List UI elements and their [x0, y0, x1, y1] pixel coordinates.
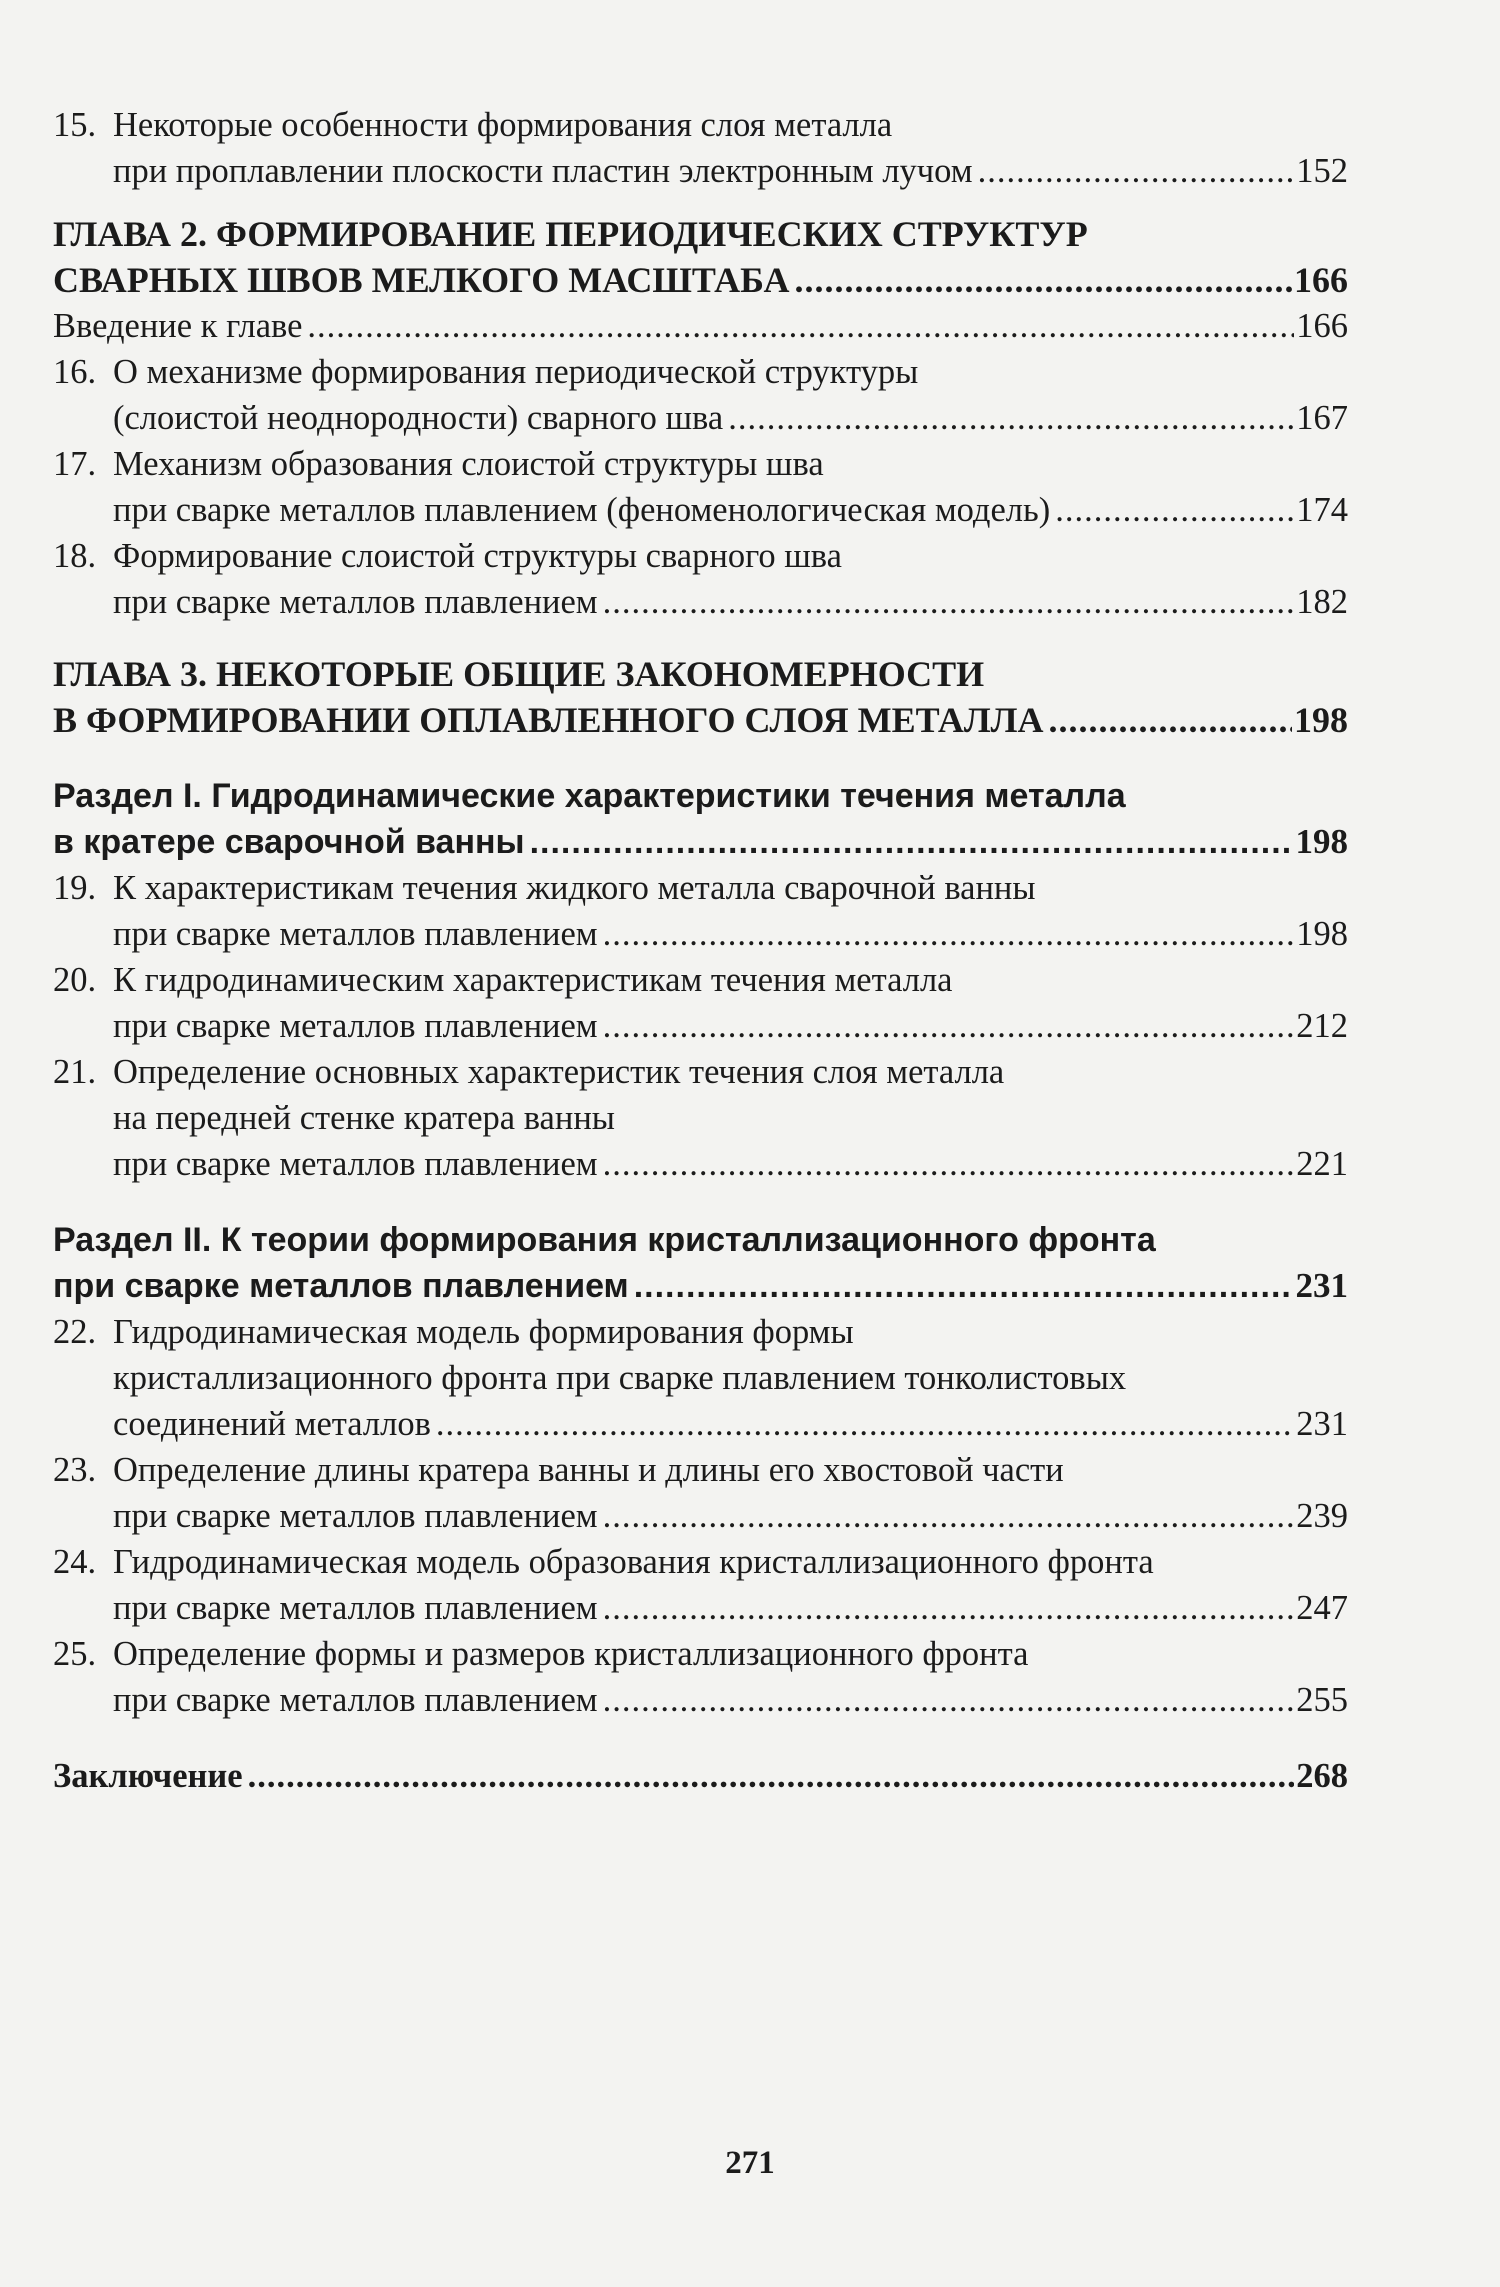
toc-entry-23 — [53, 1447, 1348, 1539]
entry-title: Заключение — [53, 1757, 243, 1795]
toc-section-2 — [53, 1217, 1348, 1309]
dot-leader — [1055, 487, 1294, 533]
dot-leader — [794, 257, 1292, 303]
entry-title-line-1: Определение основных характеристик течения слоя металла — [113, 1053, 1005, 1091]
entry-number: 22. — [53, 1313, 97, 1351]
entry-number: 15. — [53, 106, 97, 144]
toc-entry-20 — [53, 957, 1348, 1049]
entry-title-line-1: Гидродинамическая модель формирования формы — [113, 1313, 854, 1351]
entry-number: 20. — [53, 961, 97, 999]
entry-title-line-1: О механизме формирования периодической структуры — [113, 353, 919, 391]
dot-leader — [1049, 697, 1293, 743]
entry-title-line-2: (слоистой неоднородности) сварного шва — [113, 399, 724, 437]
entry-number: 17. — [53, 445, 97, 483]
entry-page: 167 — [1296, 399, 1348, 437]
dot-leader — [603, 1677, 1295, 1723]
entry-page: 198 — [1296, 915, 1348, 953]
entry-page: 174 — [1296, 491, 1348, 529]
entry-title-line-2: кристаллизационного фронта при сварке плавлением тонколистовых — [113, 1359, 1127, 1397]
entry-page: 212 — [1296, 1007, 1348, 1045]
entry-page: 152 — [1296, 152, 1348, 190]
dot-leader — [978, 148, 1295, 194]
entry-page: 166 — [1296, 307, 1348, 345]
entry-title-line-2: при проплавлении плоскости пластин электронным лучом — [113, 152, 973, 190]
toc-entry-17 — [53, 441, 1348, 533]
entry-title-line-1: Формирование слоистой структуры сварного шва — [113, 537, 842, 575]
entry-title-line-2: на передней стенке кратера ванны — [113, 1099, 615, 1137]
toc-entry-15 — [53, 102, 1348, 194]
entry-number: 16. — [53, 353, 97, 391]
section-title-line-2: в кратере сварочной ванны — [53, 823, 525, 861]
toc-entry-16 — [53, 349, 1348, 441]
entry-title: Введение к главе — [53, 307, 303, 345]
chapter-page: 166 — [1294, 260, 1348, 300]
page-number: 271 — [725, 2145, 775, 2181]
entry-title-line-1: К гидродинамическим характеристикам течения металла — [113, 961, 953, 999]
entry-title-line-2: при сварке металлов плавлением — [113, 915, 598, 953]
section-title-line-1: Раздел I. Гидродинамические характеристики течения металла — [53, 777, 1126, 815]
entry-title-line-2: при сварке металлов плавлением — [113, 1007, 598, 1045]
entry-title-line-2: при сварке металлов плавлением — [113, 1681, 598, 1719]
entry-title-line-3: соединений металлов — [113, 1405, 431, 1443]
toc-chapter-3 — [53, 651, 1348, 743]
toc-entry-22 — [53, 1309, 1348, 1447]
entry-title-line-1: Гидродинамическая модель образования кристаллизационного фронта — [113, 1543, 1154, 1581]
entry-page: 247 — [1296, 1589, 1348, 1627]
chapter-title-line-1: ГЛАВА 3. НЕКОТОРЫЕ ОБЩИЕ ЗАКОНОМЕРНОСТИ — [53, 654, 985, 694]
dot-leader — [603, 1493, 1295, 1539]
dot-leader — [307, 303, 1294, 349]
chapter-title-line-1: ГЛАВА 2. ФОРМИРОВАНИЕ ПЕРИОДИЧЕСКИХ СТРУКТУР — [53, 214, 1088, 254]
entry-number: 25. — [53, 1635, 97, 1673]
toc-entry-18 — [53, 533, 1348, 625]
dot-leader — [530, 819, 1294, 865]
toc-entry-19 — [53, 865, 1348, 957]
toc-entry-25 — [53, 1631, 1348, 1723]
section-title-line-2: при сварке металлов плавлением — [53, 1267, 629, 1305]
dot-leader — [436, 1401, 1294, 1447]
toc-entry-24 — [53, 1539, 1348, 1631]
dot-leader — [248, 1753, 1295, 1799]
entry-number: 19. — [53, 869, 97, 907]
entry-title-line-2: при сварке металлов плавлением — [113, 1497, 598, 1535]
entry-page: 255 — [1296, 1681, 1348, 1719]
entry-title-line-2: при сварке металлов плавлением (феноменологическая модель) — [113, 491, 1051, 529]
chapter-page: 198 — [1294, 700, 1348, 740]
section-page: 198 — [1295, 822, 1348, 861]
dot-leader — [603, 1003, 1295, 1049]
entry-page: 231 — [1296, 1405, 1348, 1443]
entry-title-line-1: К характеристикам течения жидкого металла сварочной ванны — [113, 869, 1036, 907]
entry-number: 18. — [53, 537, 97, 575]
entry-title-line-3: при сварке металлов плавлением — [113, 1145, 598, 1183]
toc-entry-introduction — [53, 303, 1348, 349]
dot-leader — [603, 1141, 1295, 1187]
chapter-title-line-2: В ФОРМИРОВАНИИ ОПЛАВЛЕННОГО СЛОЯ МЕТАЛЛА — [53, 700, 1044, 740]
dot-leader — [728, 395, 1294, 441]
chapter-title-line-2: СВАРНЫХ ШВОВ МЕЛКОГО МАСШТАБА — [53, 260, 790, 300]
entry-page: 221 — [1296, 1145, 1348, 1183]
entry-title-line-1: Механизм образования слоистой структуры шва — [113, 445, 824, 483]
entry-title-line-1: Определение формы и размеров кристаллизационного фронта — [113, 1635, 1029, 1673]
dot-leader — [603, 911, 1295, 957]
entry-title-line-2: при сварке металлов плавлением — [113, 583, 598, 621]
entry-number: 24. — [53, 1543, 97, 1581]
dot-leader — [603, 579, 1295, 625]
entry-page: 239 — [1296, 1497, 1348, 1535]
section-title-line-1: Раздел II. К теории формирования кристаллизационного фронта — [53, 1221, 1156, 1259]
toc-entry-21 — [53, 1049, 1348, 1187]
toc-entry-conclusion — [53, 1753, 1348, 1799]
entry-title-line-1: Некоторые особенности формирования слоя металла — [113, 106, 893, 144]
table-of-contents — [53, 102, 1348, 1799]
dot-leader — [603, 1585, 1295, 1631]
section-page: 231 — [1295, 1266, 1348, 1305]
toc-section-1 — [53, 773, 1348, 865]
dot-leader — [634, 1263, 1294, 1309]
toc-chapter-2 — [53, 211, 1348, 303]
entry-title-line-1: Определение длины кратера ванны и длины его хвостовой части — [113, 1451, 1064, 1489]
entry-number: 23. — [53, 1451, 97, 1489]
entry-page: 182 — [1296, 583, 1348, 621]
entry-page: 268 — [1296, 1757, 1348, 1795]
entry-number: 21. — [53, 1053, 97, 1091]
entry-title-line-2: при сварке металлов плавлением — [113, 1589, 598, 1627]
